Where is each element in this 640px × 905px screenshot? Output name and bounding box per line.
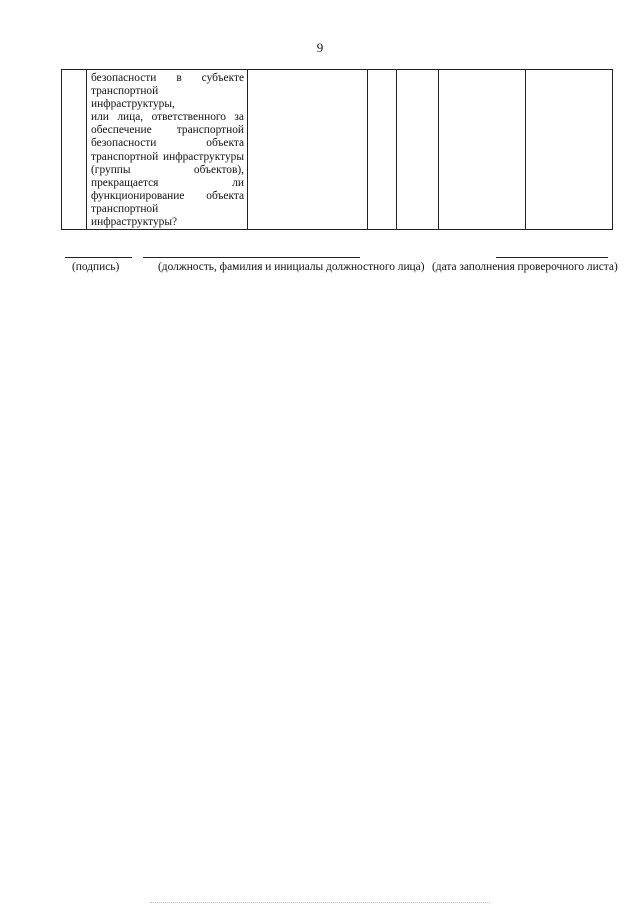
question-line: прекращается ли [91, 176, 244, 189]
note-cell [526, 70, 613, 230]
position-label: (должность, фамилия и инициалы должностного лица) [158, 261, 425, 273]
checklist-table [61, 69, 613, 230]
question-line: или лица, ответственного за [91, 111, 244, 124]
date-label: (дата заполнения проверочного листа) [432, 261, 618, 273]
signature-label: (подпись) [72, 261, 120, 273]
page-number: 9 [316, 40, 324, 55]
signature-line [65, 257, 132, 258]
row-number-cell [62, 70, 87, 230]
question-line: функционирование объекта [91, 189, 244, 202]
question-line: транспортной инфраструктуры? [91, 202, 178, 229]
position-line [143, 257, 360, 258]
not-applicable-cell [439, 70, 526, 230]
question-line: (группы объектов), [91, 163, 244, 176]
question-line: безопасности в субъекте [91, 72, 244, 84]
question-line: обеспечение транспортной [91, 124, 244, 137]
question-line: транспортной инфраструктуры, [91, 85, 175, 111]
question-line: транспортной инфраструктуры [91, 150, 244, 163]
scan-edge-mark [150, 902, 490, 903]
table-row [62, 70, 613, 230]
requirements-cell [248, 70, 368, 230]
question-cell [87, 70, 248, 230]
question-text [87, 70, 247, 229]
date-line [496, 257, 608, 258]
question-line: безопасности объекта [91, 137, 244, 150]
answer-yes-cell [368, 70, 397, 230]
answer-no-cell [397, 70, 439, 230]
